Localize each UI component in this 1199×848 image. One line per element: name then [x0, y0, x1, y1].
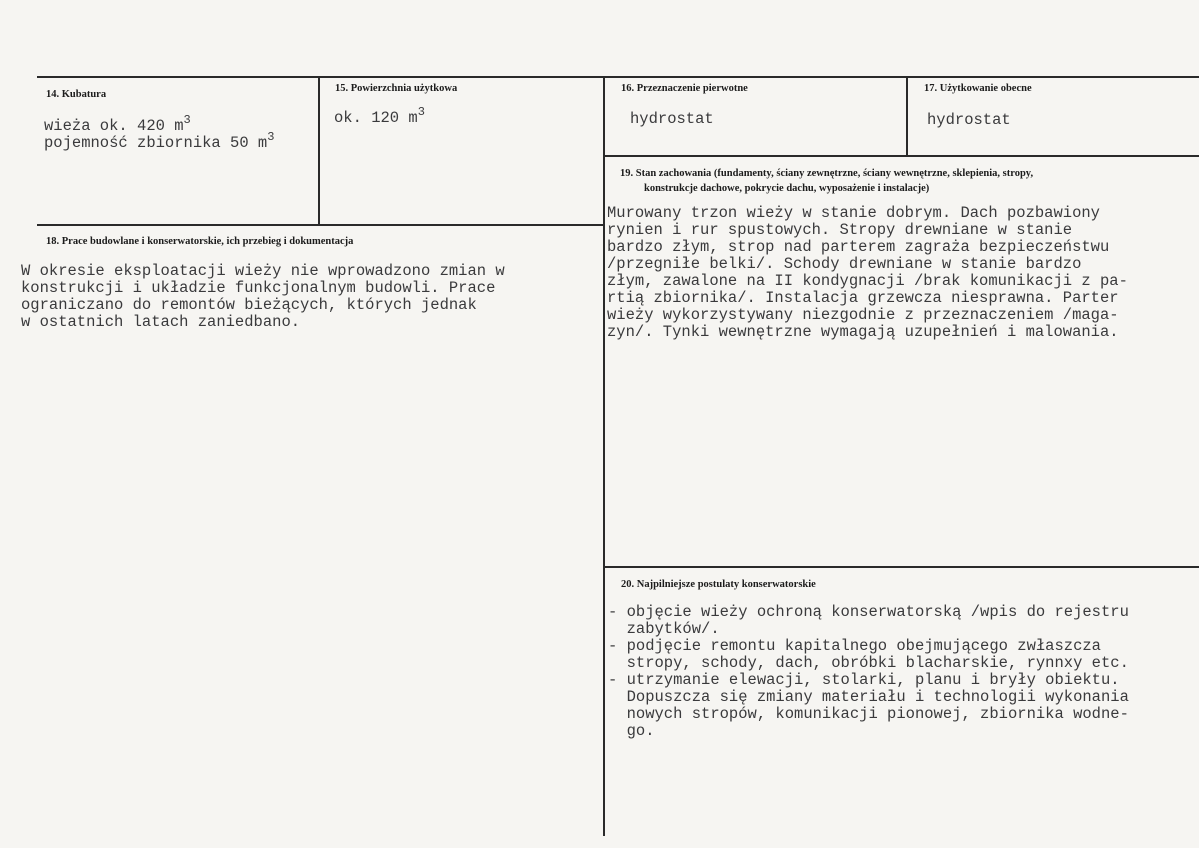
top-rule [37, 76, 1199, 78]
stan-line: rtią zbiornika/. Instalacja grzewcza niesprawna. Parter [607, 289, 1119, 307]
divider-16-17 [906, 76, 908, 156]
field-label-prace: 18. Prace budowlane i konserwatorskie, ich przebieg i dokumentacja [46, 236, 354, 247]
postulaty-line: - objęcie wieży ochroną konserwatorską /wpis do rejestru [608, 603, 1129, 621]
postulaty-line: - utrzymanie elewacji, stolarki, planu i bryły obiektu. [608, 671, 1120, 689]
field-value-stan [607, 205, 1128, 341]
field-value-kubatura [44, 113, 275, 152]
rule-under-16-17 [604, 155, 1199, 157]
postulaty-line: nowych stropów, komunikacji pionowej, zbiornika wodne- [608, 705, 1129, 723]
stan-line: bardzo złym, strop nad parterem zagraża bezpieczeństwu [607, 238, 1110, 256]
divider-main [603, 76, 605, 836]
postulaty-line: Dopuszcza się zmiany materiału i technologii wykonania [608, 688, 1129, 706]
postulaty-line: go. [608, 722, 655, 740]
rule-above-20 [604, 566, 1199, 568]
field-value-prace [21, 263, 505, 331]
field-value-powierzchnia: ok. 120 $m^3$ [334, 105, 425, 127]
stan-line: złym, zawalone na II kondygnacji /brak komunikacji z pa- [607, 272, 1128, 290]
prace-line: ograniczano do remontów bieżących, których jednak [21, 296, 477, 314]
prace-line: w ostatnich latach zaniedbano. [21, 313, 301, 331]
postulaty-line: zabytków/. [608, 620, 720, 638]
stan-label-line-2: konstrukcje dachowe, pokrycie dachu, wyposażenie i instalacje) [644, 183, 930, 194]
stan-line: rynien i rur spustowych. Stropy drewniane w stanie [607, 221, 1073, 239]
field-value-postulaty [608, 604, 1129, 740]
kubatura-line-1: wieża ok. 420 $m^3$ [44, 113, 191, 135]
rule-under-14-15 [37, 224, 605, 226]
prace-line: konstrukcji i układzie funkcjonalnym budowli. Prace [21, 279, 496, 297]
field-label-kubatura: 14. Kubatura [46, 89, 107, 100]
stan-line: /przegniłe belki/. Schody drewniane w stanie bardzo [607, 255, 1082, 273]
field-label-postulaty: 20. Najpilniejsze postulaty konserwatorskie [621, 579, 816, 590]
divider-14-15 [318, 76, 320, 225]
kubatura-line-2: pojemność zbiornika 50 $m^3$ [44, 130, 275, 152]
field-value-przeznaczenie: hydrostat [630, 110, 714, 128]
postulaty-line: stropy, schody, dach, obróbki blacharskie, rynnxy etc. [608, 654, 1129, 672]
field-label-uzytkowanie: 17. Użytkowanie obecne [924, 83, 1032, 94]
stan-label-line-1: 19. Stan zachowania (fundamenty, ściany zewnętrzne, ściany wewnętrzne, sklepienia, stropy, [620, 168, 1034, 179]
prace-line: W okresie eksploatacji wieży nie wprowadzono zmian w [21, 262, 505, 280]
field-label-powierzchnia: 15. Powierzchnia użytkowa [335, 83, 458, 94]
stan-line: wieży wykorzystywany niezgodnie z przeznaczeniem /maga- [607, 306, 1119, 324]
field-value-uzytkowanie: hydrostat [927, 111, 1011, 129]
stan-line: zyn/. Tynki wewnętrzne wymagają uzupełnień i malowania. [607, 323, 1119, 341]
field-label-stan [620, 166, 1033, 196]
field-label-przeznaczenie: 16. Przeznaczenie pierwotne [621, 83, 748, 94]
stan-line: Murowany trzon wieży w stanie dobrym. Dach pozbawiony [607, 204, 1100, 222]
postulaty-line: - podjęcie remontu kapitalnego obejmującego zwłaszcza [608, 637, 1101, 655]
